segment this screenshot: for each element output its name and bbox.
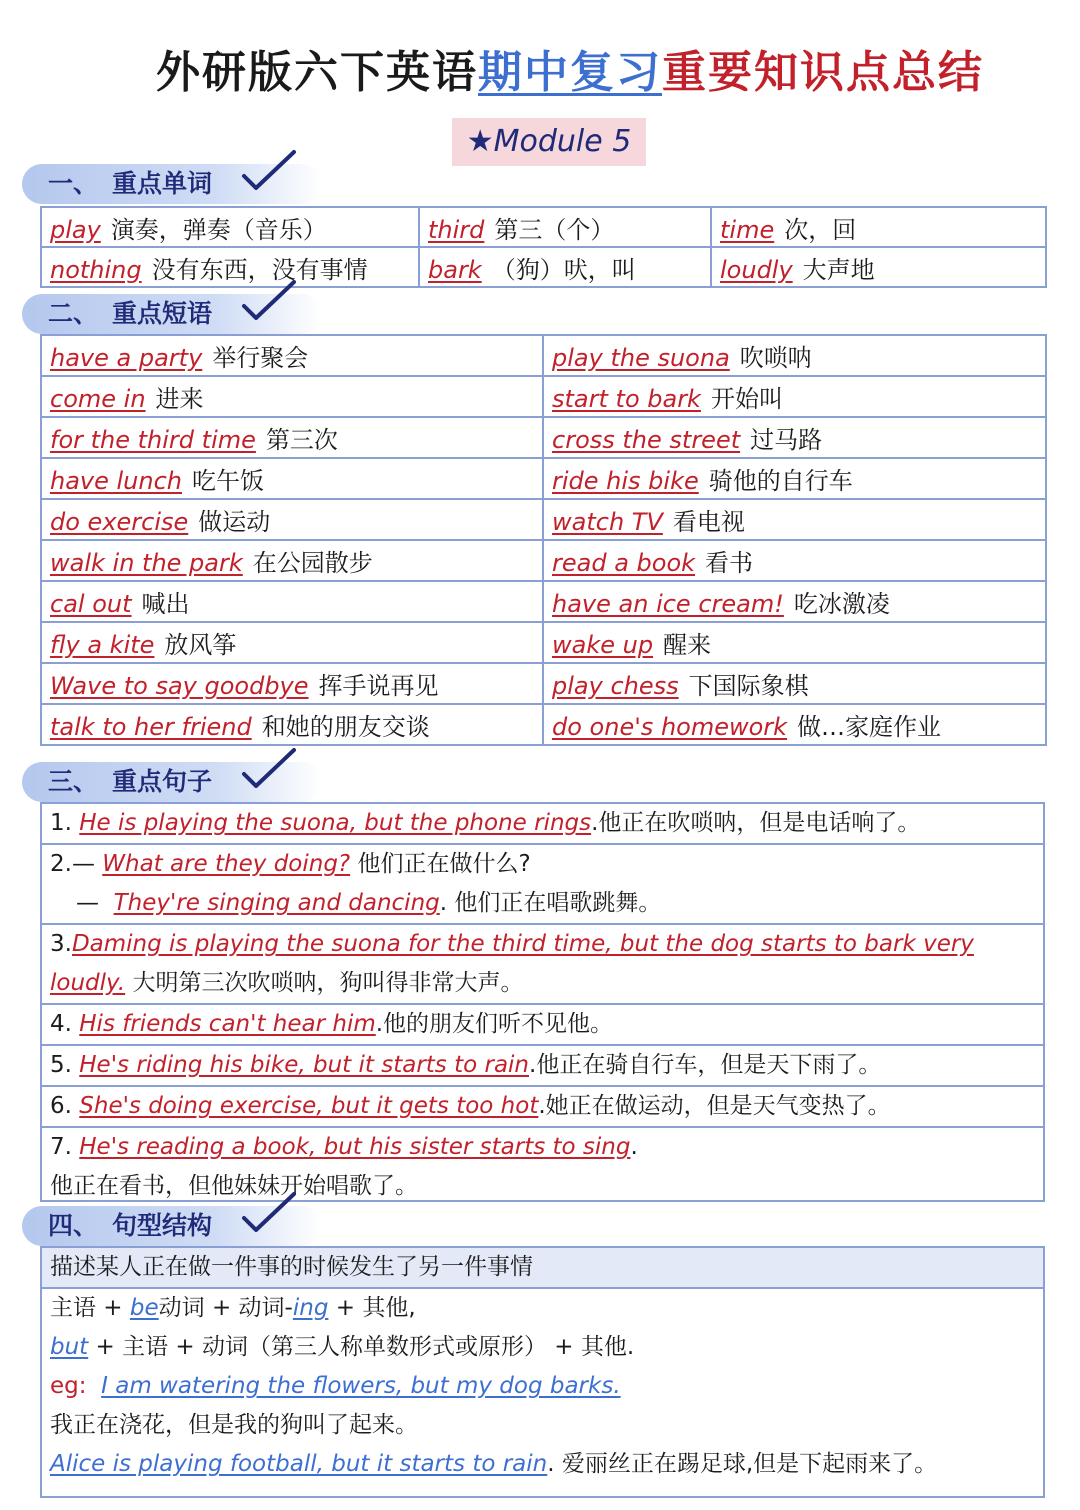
example-en: I am watering the flowers, but my dog barks. xyxy=(101,1373,621,1399)
phrase-cell xyxy=(41,581,543,622)
phrase-en: have lunch xyxy=(50,467,183,495)
sentence-cn: .她正在做运动，但是天气变热了。 xyxy=(538,1093,891,1119)
phrase-cn: 开始叫 xyxy=(710,385,783,413)
section-label: 重点短语 xyxy=(112,299,213,328)
table-row xyxy=(41,247,1046,287)
sentence-number: 7. xyxy=(50,1134,72,1160)
phrase-cn: 挥手说再见 xyxy=(318,672,439,700)
sentence-number: 4. xyxy=(50,1011,72,1037)
title-part-red: 重要知识点总结 xyxy=(662,47,984,98)
phrase-cell xyxy=(41,540,543,581)
phrase-cn: 看电视 xyxy=(672,508,745,536)
phrase-cn: 放风筝 xyxy=(164,631,237,659)
example-cn: . 爱丽丝正在踢足球,但是下起雨来了。 xyxy=(547,1451,938,1477)
table-row xyxy=(41,499,1046,540)
table-row xyxy=(41,376,1046,417)
sentence-row xyxy=(42,804,1043,845)
phrase-cell xyxy=(543,499,1046,540)
example-label: eg: xyxy=(50,1373,87,1399)
phrase-cn: 做运动 xyxy=(198,508,271,536)
sentence-cn: 他正在看书，但他妹妹开始唱歌了。 xyxy=(50,1173,418,1199)
sentence-en-line1: Daming is playing the suona for the third time, but the dog starts to bark very xyxy=(71,931,974,957)
phrase-en: have an ice cream! xyxy=(552,590,784,618)
formula-text: 动词 + 动词- xyxy=(158,1295,293,1321)
module-badge xyxy=(452,118,646,166)
phrase-en: have a party xyxy=(50,344,203,372)
phrase-cn: 吃冰激凌 xyxy=(793,590,890,618)
sentence-number: 2.— xyxy=(50,851,95,877)
phrase-cell xyxy=(41,622,543,663)
words-table xyxy=(40,206,1047,288)
check-icon xyxy=(240,1190,300,1236)
phrase-cell xyxy=(543,581,1046,622)
phrase-cell xyxy=(543,458,1046,499)
sentence-en: She's doing exercise, but it gets too hot xyxy=(79,1093,539,1119)
phrase-en: come in xyxy=(50,385,146,413)
phrase-en: Wave to say goodbye xyxy=(50,672,309,700)
sentence-row xyxy=(42,1005,1043,1046)
check-icon xyxy=(240,746,300,792)
phrase-cell xyxy=(41,704,543,745)
phrase-en: cal out xyxy=(50,590,132,618)
phrase-cell xyxy=(41,663,543,704)
sentence-number: 6. xyxy=(50,1093,72,1119)
word-cn: 次，回 xyxy=(784,215,857,244)
phrase-cn: 看书 xyxy=(705,549,754,577)
section-header-sentences xyxy=(22,762,322,802)
sentence-en: His friends can't hear him xyxy=(79,1011,376,1037)
word-cell xyxy=(711,247,1046,287)
phrase-cell xyxy=(543,376,1046,417)
example-en: Alice is playing football, but it starts to rain xyxy=(50,1451,548,1477)
example-cn: 我正在浇花，但是我的狗叫了起来。 xyxy=(50,1412,418,1438)
sentence-row xyxy=(42,1046,1043,1087)
word-en: bark xyxy=(428,255,482,284)
section-label: 重点句子 xyxy=(112,767,213,796)
sentence-number: 3. xyxy=(50,931,72,957)
word-cn: 演奏，弹奏（音乐） xyxy=(110,215,327,244)
sentences-box xyxy=(40,802,1045,1202)
phrase-cell xyxy=(41,458,543,499)
formula-text: + 主语 + 动词（第三人称单数形式或原形） + 其他. xyxy=(88,1334,635,1360)
phrase-cn: 举行聚会 xyxy=(212,344,309,372)
phrase-en: walk in the park xyxy=(50,549,243,577)
formula-text: 主语 + xyxy=(50,1295,130,1321)
word-en: play xyxy=(50,215,101,244)
module-label: Module 5 xyxy=(493,124,632,159)
word-cn: 大声地 xyxy=(802,255,875,284)
phrase-cell xyxy=(543,417,1046,458)
sentence-cn: .他的朋友们听不见他。 xyxy=(375,1011,614,1037)
phrase-en: cross the street xyxy=(552,426,741,454)
word-cell xyxy=(419,207,711,247)
sentence-question-cn: 他们正在做什么? xyxy=(357,851,531,877)
phrase-cn: 第三次 xyxy=(265,426,338,454)
table-row xyxy=(41,663,1046,704)
section-number: 四、 xyxy=(48,1211,99,1240)
structure-header xyxy=(42,1248,1043,1289)
title-part-blue: 期中复习 xyxy=(478,47,662,98)
phrase-cn: 骑他的自行车 xyxy=(708,467,853,495)
sentence-number: 5. xyxy=(50,1052,72,1078)
phrase-cn: 吃午饭 xyxy=(192,467,265,495)
phrase-en: do exercise xyxy=(50,508,189,536)
phrase-cell xyxy=(543,335,1046,376)
phrase-cell xyxy=(543,622,1046,663)
phrase-cell xyxy=(543,704,1046,745)
sentence-row xyxy=(42,925,1043,1005)
sentence-row xyxy=(42,845,1043,925)
phrase-en: do one's homework xyxy=(552,713,788,741)
sentence-number: 1. xyxy=(50,810,72,836)
example-line-2 xyxy=(50,1445,1035,1484)
phrase-en: play chess xyxy=(552,672,679,700)
section-number: 一、 xyxy=(48,169,99,198)
phrase-cell xyxy=(41,417,543,458)
word-cell xyxy=(711,207,1046,247)
phrase-cell xyxy=(41,499,543,540)
sentence-question-en: What are they doing? xyxy=(102,851,351,877)
phrase-cn: 过马路 xyxy=(750,426,823,454)
sentence-en: He's riding his bike, but it starts to rain xyxy=(79,1052,530,1078)
section-number: 二、 xyxy=(48,299,99,328)
example-line xyxy=(50,1367,1035,1406)
title-part-black: 外研版六下英语 xyxy=(156,47,478,98)
phrase-en: wake up xyxy=(552,631,654,659)
table-row xyxy=(41,622,1046,663)
star-icon: ★ xyxy=(466,124,494,159)
table-row xyxy=(41,207,1046,247)
sentence-en: He is playing the suona, but the phone rings xyxy=(79,810,592,836)
phrase-en: talk to her friend xyxy=(50,713,252,741)
section-header-words xyxy=(22,164,322,204)
word-en: third xyxy=(428,215,485,244)
table-row xyxy=(41,581,1046,622)
table-row xyxy=(41,704,1046,745)
sentence-answer-cn: . 他们正在唱歌跳舞。 xyxy=(439,890,662,916)
phrase-cn: 在公园散步 xyxy=(252,549,373,577)
check-icon xyxy=(240,148,300,194)
word-cn: 第三（个） xyxy=(494,215,615,244)
word-cell xyxy=(419,247,711,287)
phrase-cell xyxy=(41,376,543,417)
phrase-en: fly a kite xyxy=(50,631,155,659)
answer-dash: — xyxy=(76,890,99,916)
formula-line-2 xyxy=(50,1328,1035,1367)
phrase-en: start to bark xyxy=(552,385,701,413)
phrase-cn: 醒来 xyxy=(663,631,712,659)
phrase-en: read a book xyxy=(552,549,696,577)
phrase-en: for the third time xyxy=(50,426,256,454)
section-number: 三、 xyxy=(48,767,99,796)
section-label: 重点单词 xyxy=(112,169,213,198)
section-header-phrases xyxy=(22,294,322,334)
section-header-structure xyxy=(22,1206,322,1246)
sentence-cn: .他正在吹唢呐，但是电话响了。 xyxy=(591,810,921,836)
phrase-cn: 和她的朋友交谈 xyxy=(261,713,430,741)
table-row xyxy=(41,417,1046,458)
phrase-en: watch TV xyxy=(552,508,663,536)
sentence-en: He's reading a book, but his sister starts to sing xyxy=(79,1134,631,1160)
sentence-en-line2: loudly. xyxy=(50,970,126,996)
word-en: time xyxy=(720,215,775,244)
phrase-cn: 喊出 xyxy=(141,590,190,618)
formula-line-1 xyxy=(50,1289,1035,1328)
phrase-cell xyxy=(543,540,1046,581)
sentence-answer-en: They're singing and dancing xyxy=(113,890,440,916)
check-icon xyxy=(240,278,300,324)
phrase-cn: 吹唢呐 xyxy=(739,344,812,372)
table-row xyxy=(41,335,1046,376)
sentence-row xyxy=(42,1087,1043,1128)
word-cell xyxy=(41,207,419,247)
formula-text: + 其他, xyxy=(328,1295,416,1321)
sentence-cn: 大明第三次吹唢呐，狗叫得非常大声。 xyxy=(132,970,524,996)
structure-header-text: 描述某人正在做一件事的时候发生了另一件事情 xyxy=(50,1254,533,1280)
phrase-en: ride his bike xyxy=(552,467,699,495)
phrase-cn: 下国际象棋 xyxy=(688,672,809,700)
formula-be: be xyxy=(129,1295,159,1321)
phrase-cell xyxy=(41,335,543,376)
page-title xyxy=(0,36,1080,100)
phrases-table xyxy=(40,334,1047,746)
sentence-row xyxy=(42,1128,1043,1206)
table-row xyxy=(41,540,1046,581)
word-en: loudly xyxy=(720,255,793,284)
sentence-cn: .他正在骑自行车，但是天下雨了。 xyxy=(529,1052,882,1078)
phrase-cn: 做…家庭作业 xyxy=(797,713,942,741)
section-label: 句型结构 xyxy=(112,1211,213,1240)
phrase-en: play the suona xyxy=(552,344,730,372)
phrase-cell xyxy=(543,663,1046,704)
formula-ing: ing xyxy=(292,1295,329,1321)
word-cell xyxy=(41,247,419,287)
word-en: nothing xyxy=(50,255,142,284)
sentence-period: . xyxy=(630,1134,638,1160)
structure-box xyxy=(40,1246,1045,1498)
table-row xyxy=(41,458,1046,499)
formula-but: but xyxy=(50,1334,89,1360)
word-cn: （狗）吠，叫 xyxy=(491,255,636,284)
phrase-cn: 进来 xyxy=(155,385,204,413)
word-cn: 没有东西，没有事情 xyxy=(151,255,368,284)
